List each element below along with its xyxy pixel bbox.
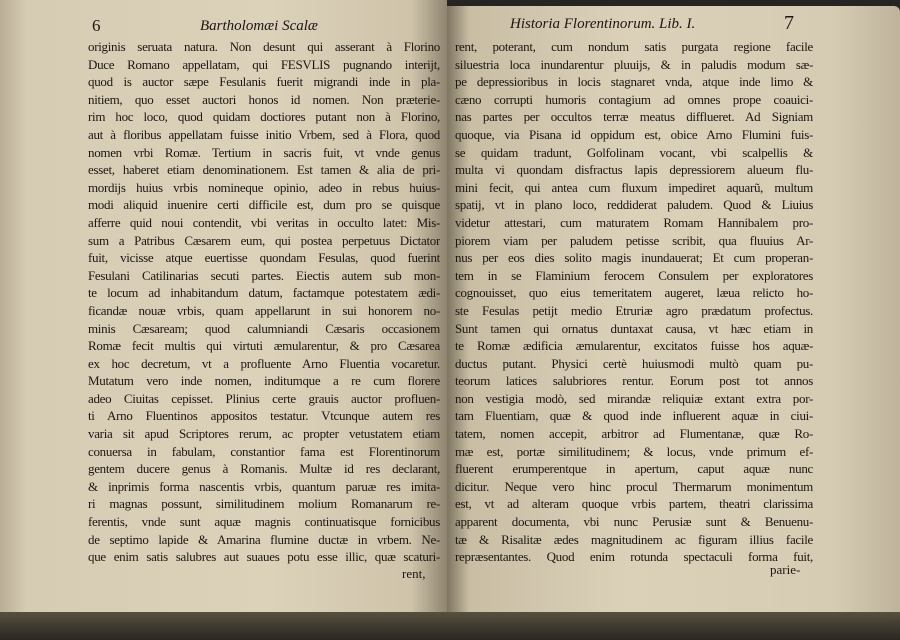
text-line: non vestigia modò, sed mirandæ reliquiæ extant extra por- xyxy=(455,390,813,406)
right-page-number: 7 xyxy=(784,12,794,34)
text-line: modi aliquid inuenire certi difficile est, dum pro se quisque xyxy=(88,197,440,213)
text-line: cæno corrupti humoris contagium ad omnes prope coauici- xyxy=(455,91,813,107)
text-line: ste Fesulas petijt medio Etruriæ agro prædatum profectus. xyxy=(455,302,813,318)
left-page-text xyxy=(88,38,440,566)
text-line: Sunt tamen qui ornatus duntaxat causa, vt hæc etiam in xyxy=(455,320,813,336)
text-line: teorum latices salubriores rentur. Eorum post tot annos xyxy=(455,373,813,389)
text-line: minis Cæsaream; quod calumniandi Cæsaris occasionem xyxy=(88,320,440,336)
text-line: Romæ fecit multis qui virtuti æmularentur, & pro Cæsarea xyxy=(88,338,440,354)
right-page-text xyxy=(455,38,813,566)
text-line: ficandæ nouæ vrbis, quam appellarunt in sui honorem no- xyxy=(88,302,440,318)
left-running-title: Bartholomæi Scalæ xyxy=(200,18,318,34)
text-line: ti Arno Fluentinos appositos testatur. Vtcunque autem res xyxy=(88,408,440,424)
text-line: que enim satis salubres aut suaues potu esse illic, quæ scaturi- xyxy=(88,549,440,565)
text-line: gentem ducere genus à Romanis. Multæ id res declarant, xyxy=(88,461,440,477)
text-line: ductus putant. Physici certè huiusmodi multò quam pu- xyxy=(455,355,813,371)
text-line: ferentis, vnde sunt aquæ magnis continuatisque fornicibus xyxy=(88,514,440,530)
text-line: ex hoc decretum, vt a profluente Arno Fluentia vocaretur. xyxy=(88,355,440,371)
left-catchword: rent, xyxy=(402,566,426,581)
text-line: te Romæ ædificia æmularentur, excitatos fuisse hos aquæ- xyxy=(455,338,813,354)
text-line: quoque, via Pisana id oppidum est, obice Arno Flumini fuis- xyxy=(455,126,813,142)
text-line: multa vi quondam disfractus lapis depressiorem alueum flu- xyxy=(455,162,813,178)
text-line: apparent documenta, vbi nunc Perusiæ sunt & Benuenu- xyxy=(455,514,813,530)
text-line: quod is auctor sæpe Fesulanis fuerit migrandi inde in pla- xyxy=(88,74,440,90)
text-line: conuersa in fabulam, constantior fama est Florentinorum xyxy=(88,443,440,459)
text-line: esset, haberet etiam denominationem. Est tamen & alia de pri- xyxy=(88,162,440,178)
text-line: & inprimis forma nascentis vrbis, quantum paruæ res imita- xyxy=(88,478,440,494)
text-line: est, vt ad alteram quoque vrbis partem, theatri clarissima xyxy=(455,496,813,512)
text-line: spatij, vt in plano loco, reddiderat paludem. Quod & Liuius xyxy=(455,197,813,213)
text-line: fuit, vicisse atque euertisse quondam Fesulas, quod fuerint xyxy=(88,250,440,266)
text-line: de septimo lapide & Amarina flumine ductæ in vrbem. Ne- xyxy=(88,531,440,547)
text-line: ri magnas possunt, similitudinem molium Romanarum re- xyxy=(88,496,440,512)
text-line: tatem, nomen accepit, arbitror ad Flumentanæ, quæ Ro- xyxy=(455,426,813,442)
text-line: tam Fluentiam, quæ & quod inde influerent aquæ in ciui- xyxy=(455,408,813,424)
text-line: fluerent erumperentque in apertum, caput aquæ nunc xyxy=(455,461,813,477)
text-line: mæ est, portæ similitudinem; & locus, vnde primum ef- xyxy=(455,443,813,459)
text-line: mini fecit, qui antea cum fluxum impediret aquarũ, multum xyxy=(455,179,813,195)
text-line: se quidam tradunt, Golfolinam vocant, vbi scalpellis & xyxy=(455,144,813,160)
text-line: nus per eos dies solito magis inundauerat; Et cum properan- xyxy=(455,250,813,266)
text-line: tæ & Risalitæ ædes magnitudinem ac figuram illius facile xyxy=(455,531,813,547)
text-line: cognouisset, quo eius temeritatem augeret, læua relicto ho- xyxy=(455,285,813,301)
text-line: dicitur. Neque vero hinc procul Thermarum monimentum xyxy=(455,478,813,494)
text-line: Duce Romano appellatam, qui FESVLIS pugnando interijt, xyxy=(88,56,440,72)
text-line: Fesulani Catilinarias secuti partes. Eiectis autem sub mon- xyxy=(88,267,440,283)
text-line: varia sit apud Scriptores rerum, ac propter vetustatem etiam xyxy=(88,426,440,442)
text-line: mordijs huius vrbis nomineque opinio, adeo in rebus huius- xyxy=(88,179,440,195)
text-line: adeo Ciuitas cepisset. Plinius certe grauis auctor profluen- xyxy=(88,390,440,406)
text-line: tem in se Flaminium ferocem Consulem per exploratores xyxy=(455,267,813,283)
text-line: te locum ad inhabitandum datum, factamque potestatem ædi- xyxy=(88,285,440,301)
text-line: pe depressioribus in locis stagnaret vnda, atque inde limo & xyxy=(455,74,813,90)
text-line: originis seruata natura. Non desunt qui asserant à Florino xyxy=(88,39,440,54)
right-catchword: parie- xyxy=(770,562,801,577)
text-line: nitiem, quo esset auctori honos id nomen. Non præterie- xyxy=(88,91,440,107)
text-line: repræsentantes. Quod enim rotunda spectaculi forma fuit, xyxy=(455,549,813,565)
book-bottom-edge xyxy=(0,612,900,640)
text-line: nomen vrbi Romæ. Tertium in sacris fuit, vt vnde genus xyxy=(88,144,440,160)
text-line: aut à floribus appellatam fuisse initio Vrbem, sed à Flora, quod xyxy=(88,126,440,142)
text-line: sum a Patribus Cæsarem eum, qui postea perpetuus Dictator xyxy=(88,232,440,248)
text-line: siluestria loca inundarentur pluuijs, & in paludis modum sæ- xyxy=(455,56,813,72)
left-page-number: 6 xyxy=(92,16,101,35)
text-line: videtur attestari, cum maturatem Romam Hannibalem pro- xyxy=(455,214,813,230)
text-line: nas partes per occultos terræ meatus difflueret. Ad Signiam xyxy=(455,109,813,125)
text-line: piorem viam per paludem petisse scribit, qua fluuius Ar- xyxy=(455,232,813,248)
text-line: afferre quid noui contendit, vbi veritas in occulto latet: Mis- xyxy=(88,214,440,230)
text-line: rim hoc loco, quod quidam doctiores putant non à Florino, xyxy=(88,109,440,125)
text-line: rent, poterant, cum nondum satis purgata regione facile xyxy=(455,39,813,54)
right-running-title: Historia Florentinorum. Lib. I. xyxy=(510,16,696,32)
text-line: Mutatum vero inde nomen, inditumque a re cum florere xyxy=(88,373,440,389)
